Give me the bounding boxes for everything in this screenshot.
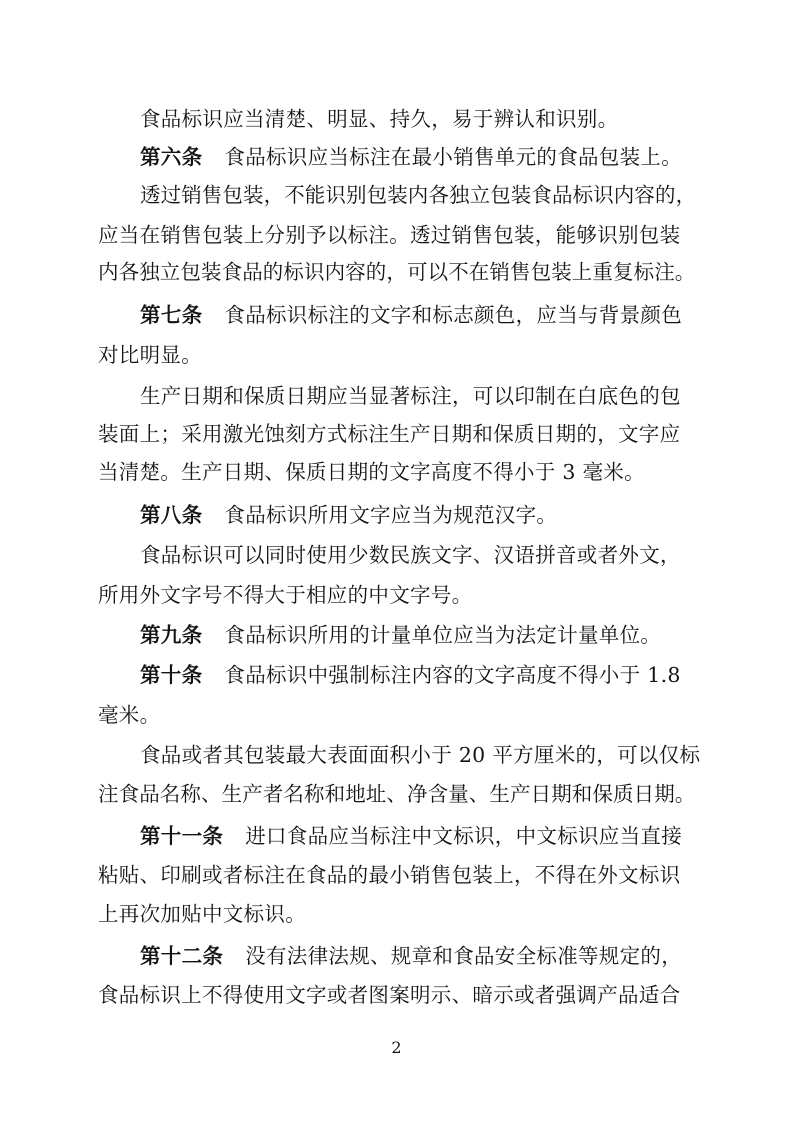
article-text: 食品标识标注的文字和标志颜色，应当与背景颜色: [224, 303, 683, 327]
article-line: [140, 620, 661, 650]
article-heading: 第十一条: [140, 824, 224, 848]
body-line: 生产日期和保质日期应当显著标注，可以印制在白底色的包: [140, 384, 681, 408]
body-line: 粘贴、印刷或者标注在食品的最小销售包装上，不得在外文标识: [98, 863, 681, 887]
article-heading: 第八条: [140, 503, 203, 527]
article-heading: 第十二条: [140, 944, 224, 968]
body-line: 装面上；采用激光蚀刻方式标注生产日期和保质日期的，文字应: [98, 422, 681, 446]
page-number: 2: [391, 1038, 402, 1057]
body-line: 注食品名称、生产者名称和地址、净含量、生产日期和保质日期。: [98, 782, 696, 806]
body-line: 食品标识可以同时使用少数民族文字、汉语拼音或者外文，: [140, 543, 681, 567]
article-text: 食品标识中强制标注内容的文字高度不得小于 1.8: [224, 663, 681, 687]
article-text: 食品标识所用的计量单位应当为法定计量单位。: [224, 623, 662, 647]
body-line: 毫米。: [98, 703, 161, 727]
article-heading: 第七条: [140, 303, 203, 327]
article-line: [140, 821, 682, 851]
body-line: 对比明显。: [98, 343, 202, 367]
article-text: 进口食品应当标注中文标识，中文标识应当直接: [245, 824, 683, 848]
body-line: 透过销售包装，不能识别包装内各独立包装食品标识内容的，: [140, 183, 697, 207]
body-line: 上再次加贴中文标识。: [98, 902, 306, 926]
article-text: 食品标识所用文字应当为规范汉字。: [224, 503, 558, 527]
body-line: 食品标识上不得使用文字或者图案明示、暗示或者强调产品适合: [98, 983, 681, 1007]
article-heading: 第十条: [140, 663, 203, 687]
article-line: [140, 142, 682, 172]
article-heading: 第六条: [140, 145, 203, 169]
body-line: 内各独立包装食品的标识内容的，可以不在销售包装上重复标注。: [98, 260, 696, 284]
article-line: [140, 300, 682, 330]
body-line: 食品或者其包装最大表面面积小于 20 平方厘米的，可以仅标: [140, 743, 701, 767]
article-heading: 第九条: [140, 623, 203, 647]
article-line: [140, 500, 557, 530]
article-line: [140, 660, 681, 690]
body-line: 当清楚。生产日期、保质日期的文字高度不得小于 3 毫米。: [98, 460, 645, 484]
body-line: 应当在销售包装上分别予以标注。透过销售包装，能够识别包装: [98, 223, 681, 247]
body-line: 所用外文字号不得大于相应的中文字号。: [98, 583, 473, 607]
article-text: 食品标识应当标注在最小销售单元的食品包装上。: [224, 145, 683, 169]
article-line: [140, 941, 682, 971]
article-text: 没有法律法规、规章和食品安全标准等规定的，: [245, 944, 683, 968]
body-line: 食品标识应当清楚、明显、持久，易于辨认和识别。: [140, 107, 619, 131]
